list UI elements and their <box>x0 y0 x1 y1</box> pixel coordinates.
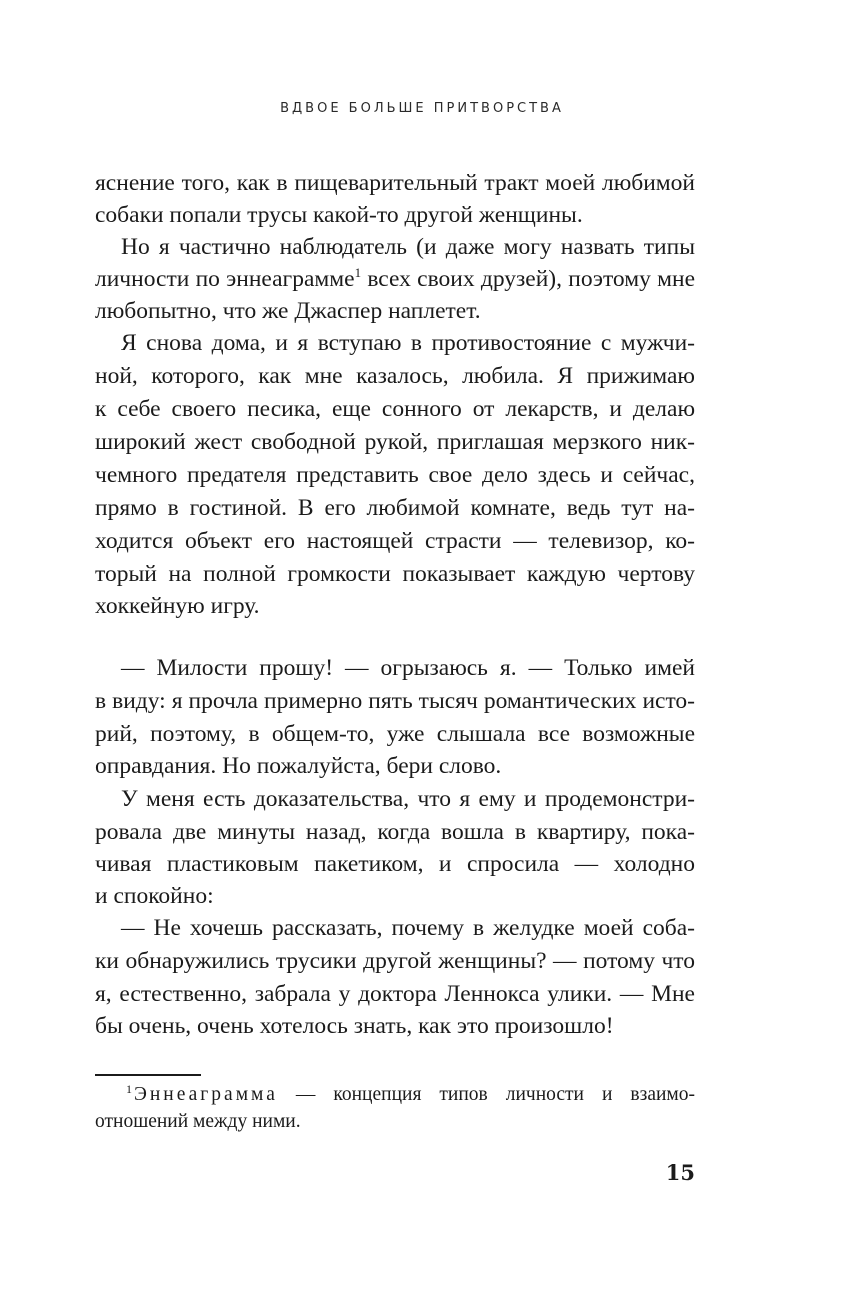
text-line: ной, которого, как мне казалось, любила. Я прижимаю <box>95 363 695 389</box>
text-line: ки обнаружились трусики другой женщины? — потому что <box>95 948 695 974</box>
page-number: 15 <box>665 1160 695 1185</box>
text-line: торый на полной громкости показывает каждую чертову <box>95 561 695 587</box>
text-line: хоккейную игру. <box>95 593 260 619</box>
text-line: ровала две минуты назад, когда вошла в квартиру, пока- <box>95 819 695 845</box>
text-line-with-footnote <box>95 264 695 294</box>
text-line: широкий жест свободной рукой, приглашая мерзкого ник- <box>95 429 695 455</box>
footnote-number: 1 <box>126 1082 132 1096</box>
text-line: любопытно, что же Джаспер наплетет. <box>95 298 481 324</box>
text-line: собаки попали трусы какой-то другой женщины. <box>95 202 583 228</box>
footnote-line <box>126 1082 695 1108</box>
running-head: ВДВОЕ БОЛЬШЕ ПРИТВОРСТВА <box>280 101 564 116</box>
footnote-text: — концепция типов личности и взаимо- <box>277 1084 695 1105</box>
text-line: У меня есть доказательства, что я ему и продемонстри- <box>121 786 695 812</box>
text-line: и спокойно: <box>95 883 214 909</box>
text-line: рий, поэтому, в общем-то, уже слышала все возможные <box>95 721 695 747</box>
text-fragment: всех своих друзей), поэтому мне <box>361 266 695 292</box>
footnote-term: Эннеаграмма <box>134 1084 278 1105</box>
text-line: чивая пластиковым пакетиком, и спросила — холодно <box>95 851 695 877</box>
text-line: — Не хочешь рассказать, почему в желудке моей соба- <box>121 915 695 941</box>
text-line: Но я частично наблюдатель (и даже могу назвать типы <box>121 234 695 260</box>
text-line: бы очень, очень хотелось знать, как это произошло! <box>95 1013 614 1039</box>
text-line: к себе своего песика, еще сонного от лекарств, и делаю <box>95 396 695 422</box>
text-line: я, естественно, забрала у доктора Леннокса улики. — Мне <box>95 981 695 1007</box>
text-line: чемного предателя представить свое дело здесь и сейчас, <box>95 462 695 488</box>
text-line: Я снова дома, и я вступаю в противостояние с мужчи- <box>121 330 695 356</box>
text-line: ходится объект его настоящей страсти — телевизор, ко- <box>95 528 695 554</box>
text-line: — Милости прошу! — огрызаюсь я. — Только имей <box>121 655 695 681</box>
footnote-rule <box>95 1074 201 1076</box>
text-line: в виду: я прочла примерно пять тысяч романтических исто- <box>95 688 695 714</box>
text-line: прямо в гостиной. В его любимой комнате, ведь тут на- <box>95 495 695 521</box>
footnote-line: отношений между ними. <box>95 1111 301 1132</box>
text-line: яснение того, как в пищеварительный тракт моей любимой <box>95 170 695 196</box>
footnote-reference: 1 <box>354 265 362 280</box>
text-fragment: личности по эннеаграмме <box>95 266 355 292</box>
text-line: оправдания. Но пожалуйста, бери слово. <box>95 753 502 779</box>
